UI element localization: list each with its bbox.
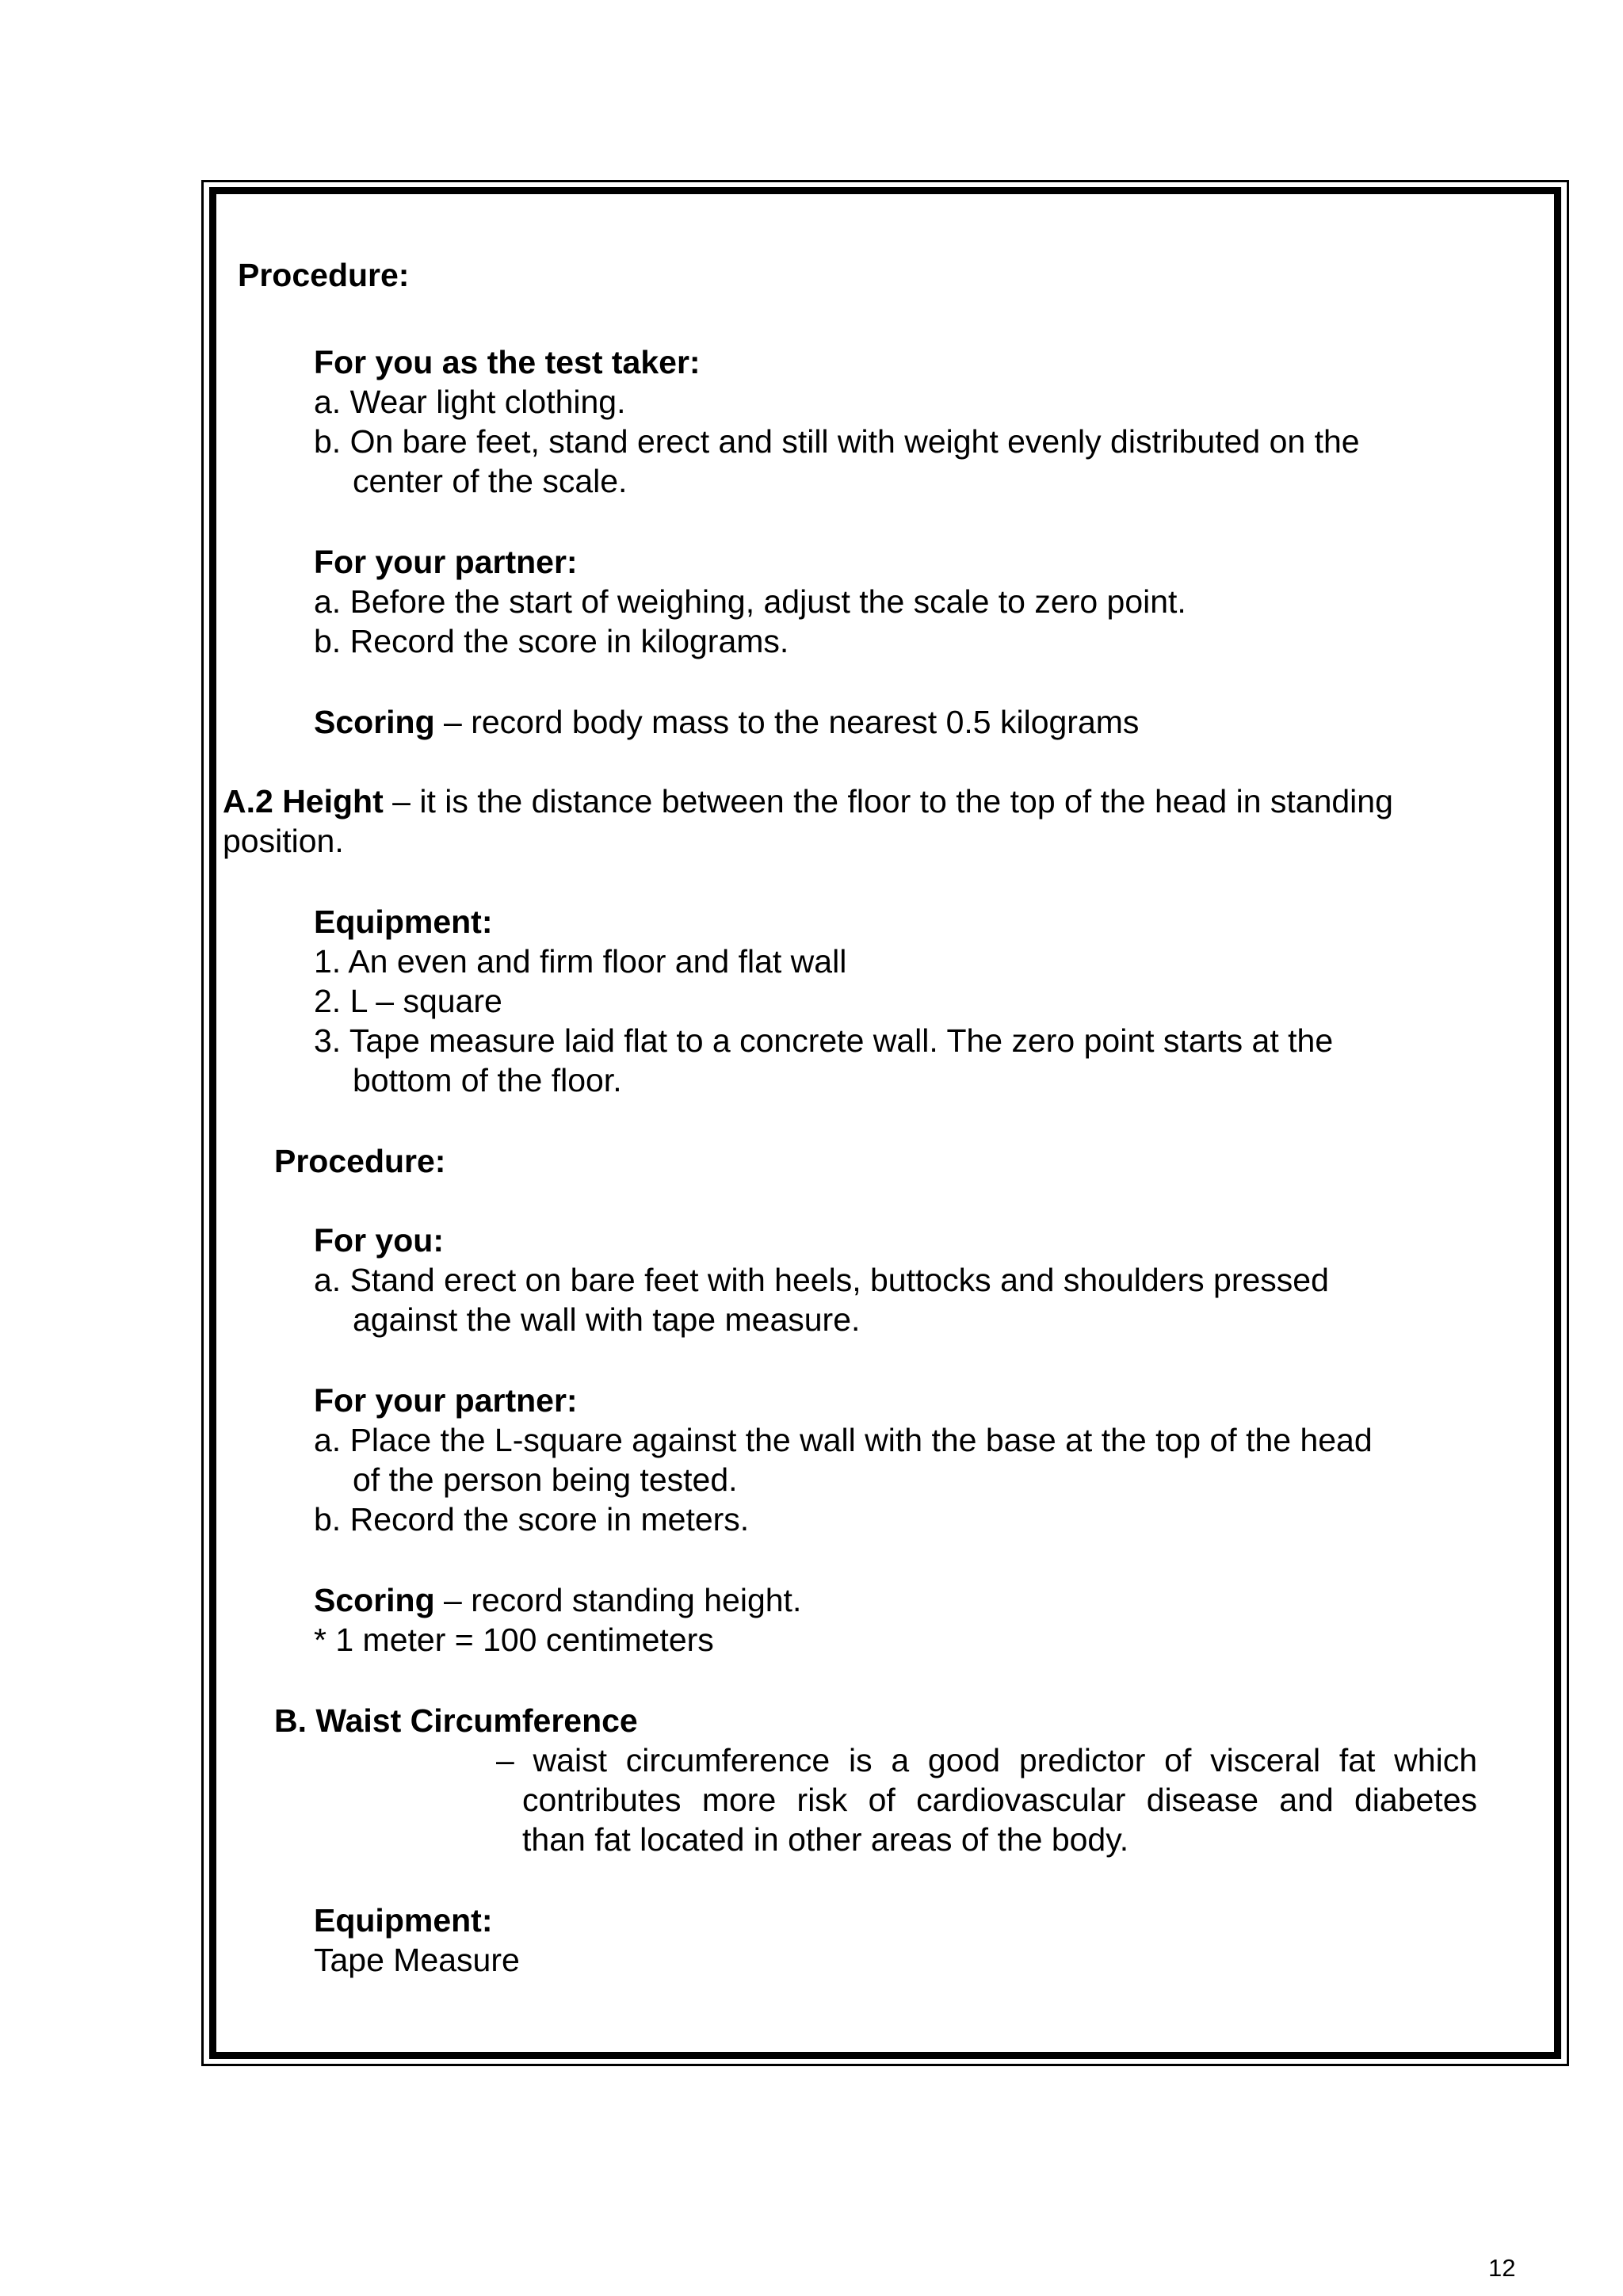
height-definition-continuation: position.: [223, 823, 344, 859]
waist-description-line: contributes more risk of cardiovascular disease and diabetes: [522, 1782, 1477, 1818]
height-procedure-heading: Procedure:: [274, 1143, 446, 1179]
weight-scoring: [314, 702, 1139, 742]
waist-heading: B. Waist Circumference: [274, 1702, 638, 1739]
list-item-continuation: of the person being tested.: [353, 1461, 738, 1498]
height-definition-text: – it is the distance between the floor to the top of the head in standing: [383, 783, 1393, 819]
test-taker-heading: For you as the test taker:: [314, 344, 701, 380]
height-definition: [223, 781, 1393, 821]
list-item: b. Record the score in meters.: [314, 1501, 750, 1538]
partner-heading: For your partner:: [314, 544, 578, 580]
list-item-continuation: against the wall with tape measure.: [353, 1301, 861, 1338]
list-item: 1. An even and firm floor and flat wall: [314, 943, 847, 980]
scoring-text: – record standing height.: [434, 1582, 802, 1618]
height-label: A.2 Height: [223, 783, 384, 819]
page-number: 12: [1488, 2254, 1516, 2282]
list-item-continuation: center of the scale.: [353, 463, 628, 499]
list-item: b. Record the score in kilograms.: [314, 623, 789, 659]
waist-equipment-item: Tape Measure: [314, 1942, 520, 1978]
equipment-heading: Equipment:: [314, 904, 493, 940]
partner-heading: For your partner:: [314, 1382, 578, 1419]
waist-equipment-heading: Equipment:: [314, 1902, 493, 1939]
list-item-continuation: bottom of the floor.: [353, 1062, 622, 1098]
procedure-heading: Procedure:: [238, 257, 410, 293]
scoring-label: Scoring: [314, 1582, 435, 1618]
scoring-text: – record body mass to the nearest 0.5 kilograms: [434, 704, 1140, 740]
list-item: 3. Tape measure laid flat to a concrete wall. The zero point starts at the: [314, 1022, 1334, 1059]
list-item: b. On bare feet, stand erect and still with weight evenly distributed on the: [314, 423, 1360, 460]
list-item: a. Wear light clothing.: [314, 384, 626, 420]
waist-description-line: – waist circumference is a good predictor of visceral fat which: [496, 1742, 1477, 1778]
for-you-heading: For you:: [314, 1222, 444, 1259]
height-scoring: [314, 1580, 801, 1620]
waist-description-line: than fat located in other areas of the body.: [522, 1821, 1129, 1858]
scoring-label: Scoring: [314, 704, 435, 740]
list-item: a. Before the start of weighing, adjust the scale to zero point.: [314, 583, 1186, 620]
list-item: a. Place the L-square against the wall with the base at the top of the head: [314, 1422, 1373, 1458]
list-item: 2. L – square: [314, 983, 502, 1019]
conversion-note: * 1 meter = 100 centimeters: [314, 1622, 714, 1658]
list-item: a. Stand erect on bare feet with heels, buttocks and shoulders pressed: [314, 1262, 1329, 1298]
